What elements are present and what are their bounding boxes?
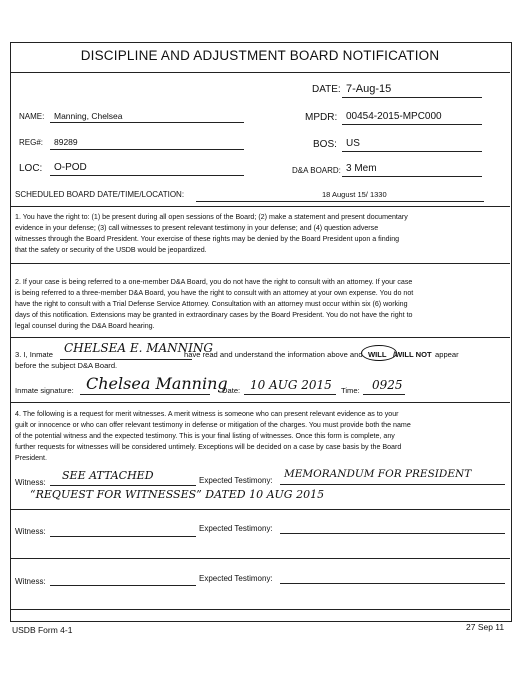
board-underline xyxy=(342,176,482,177)
divider-2 xyxy=(10,263,510,264)
witness1-handwritten: SEE ATTACHED xyxy=(62,469,154,482)
form-number: USDB Form 4-1 xyxy=(12,625,73,635)
testimony1-handwritten: MEMORANDUM FOR PRESIDENT xyxy=(284,468,472,480)
section3-middle: have read and understand the information above and xyxy=(184,350,363,359)
divider-6 xyxy=(10,558,510,559)
bos-label: BOS: xyxy=(313,139,337,150)
form-frame xyxy=(10,42,512,622)
inmate-signature: Chelsea Manning xyxy=(86,374,228,393)
loc-value: O-POD xyxy=(54,162,87,173)
witness2-label: Witness: xyxy=(15,527,46,536)
will-text: WILL xyxy=(368,350,387,359)
mpdr-underline xyxy=(342,124,482,125)
scheduled-underline xyxy=(196,201,484,202)
testimony2-label: Expected Testimony: xyxy=(199,524,273,533)
section3-line2: before the subject D&A Board. xyxy=(15,361,118,370)
section2-line-5: legal counsel during the D&A Board hearing. xyxy=(15,322,155,330)
scheduled-label: SCHEDULED BOARD DATE/TIME/LOCATION: xyxy=(15,190,185,199)
testimony3-underline xyxy=(280,583,505,584)
loc-underline xyxy=(50,175,244,176)
witness1-label: Witness: xyxy=(15,478,46,487)
signature-underline xyxy=(80,394,210,395)
testimony3-label: Expected Testimony: xyxy=(199,574,273,583)
reg-label: REG#: xyxy=(19,138,44,147)
section1-line-2: evidence in your defense; (3) call witnesses to present relevant testimony in your defense; and (4) question adverse xyxy=(15,224,379,232)
inmate-name-handwritten: CHELSEA E. MANNING xyxy=(64,341,214,355)
inmate-name-underline xyxy=(60,359,192,360)
sig-time-label: Time: xyxy=(341,386,360,395)
divider-5 xyxy=(10,509,510,510)
divider-1 xyxy=(10,206,510,207)
signature-label: Inmate signature: xyxy=(15,386,74,395)
divider-3 xyxy=(10,337,510,338)
witness1-line2-handwritten: “REQUEST FOR WITNESSES” DATED 10 AUG 2015 xyxy=(30,488,325,501)
date-label: DATE: xyxy=(312,84,341,95)
sig-time-handwritten: 0925 xyxy=(372,378,403,392)
board-value: 3 Mem xyxy=(346,163,377,174)
mpdr-value: 00454-2015-MPC000 xyxy=(346,111,442,122)
sig-date-underline xyxy=(244,394,336,395)
mpdr-label: MPDR: xyxy=(305,112,338,123)
reg-value: 89289 xyxy=(54,137,78,147)
section2-line-2: is being referred to a three-member D&A Board, you have the right to consult with an attorney at your own expense. You do not xyxy=(15,289,414,297)
form-revision-date: 27 Sep 11 xyxy=(466,622,505,632)
sig-date-handwritten: 10 AUG 2015 xyxy=(250,378,332,392)
section3-suffix: appear xyxy=(435,350,459,359)
board-label: D&A BOARD: xyxy=(292,166,341,175)
witness3-label: Witness: xyxy=(15,577,46,586)
section1-line-4: that the safety or security of the USDB would be jeopardized. xyxy=(15,246,207,254)
name-value: Manning, Chelsea xyxy=(54,111,123,121)
witness3-underline xyxy=(50,585,196,586)
bos-underline xyxy=(342,151,482,152)
section1-line-3: witnesses through the Board President. Your exercise of these rights may be denied by the Board President upon a finding xyxy=(15,235,400,243)
date-underline xyxy=(342,97,482,98)
date-value: 7-Aug-15 xyxy=(346,83,392,95)
loc-label: LOC: xyxy=(19,163,43,174)
section4-line-1: 4. The following is a request for merit witnesses. A merit witness is someone who can present relevant evidence as to your xyxy=(15,410,399,418)
section4-line-3: of the potential witness and the expected testimony. This is your final listing of witnesses. Once this form is complete, any xyxy=(15,432,395,440)
testimony1-underline xyxy=(280,484,505,485)
testimony2-underline xyxy=(280,533,505,534)
divider-4 xyxy=(10,402,510,403)
section2-line-1: 2. If your case is being referred to a one-member D&A Board, you do not have the right to consult with an attorney. If your case xyxy=(15,278,413,286)
reg-underline xyxy=(50,149,244,150)
will-not-text: /WILL NOT xyxy=(393,350,432,359)
section4-line-4: further requests for witnesses will be considered untimely. Exceptions will be decided on a case by case basis by the Board xyxy=(15,443,402,451)
divider-7 xyxy=(10,609,510,610)
form-title: DISCIPLINE AND ADJUSTMENT BOARD NOTIFICATION xyxy=(80,48,440,63)
witness2-underline xyxy=(50,536,196,537)
witness1-underline xyxy=(50,485,196,486)
sig-date-label: Date: xyxy=(222,386,241,395)
name-label: NAME: xyxy=(19,112,45,121)
sig-time-underline xyxy=(363,394,405,395)
section2-line-3: have the right to consult with a Trial Defense Service Attorney. Consultation with an attorney must occur within six (6) working xyxy=(15,300,408,308)
section2-line-4: days of this notification. Extensions may be granted in extraordinary cases by the Board President. You do not have the right to xyxy=(15,311,413,319)
bos-value: US xyxy=(346,138,360,149)
scheduled-value: 18 August 15/ 1330 xyxy=(322,190,387,199)
section4-line-5: President. xyxy=(15,454,47,462)
section3-prefix: 3. I, Inmate xyxy=(15,350,53,359)
testimony1-label: Expected Testimony: xyxy=(199,476,273,485)
section4-line-2: guilt or innocence or who can offer relevant testimony in defense or mitigation of the charges. You must provide both the name xyxy=(15,421,411,429)
section1-line-1: 1. You have the right to: (1) be present during all open sessions of the Board; (2) make a statement and present documentary xyxy=(15,213,408,221)
name-underline xyxy=(50,122,244,123)
